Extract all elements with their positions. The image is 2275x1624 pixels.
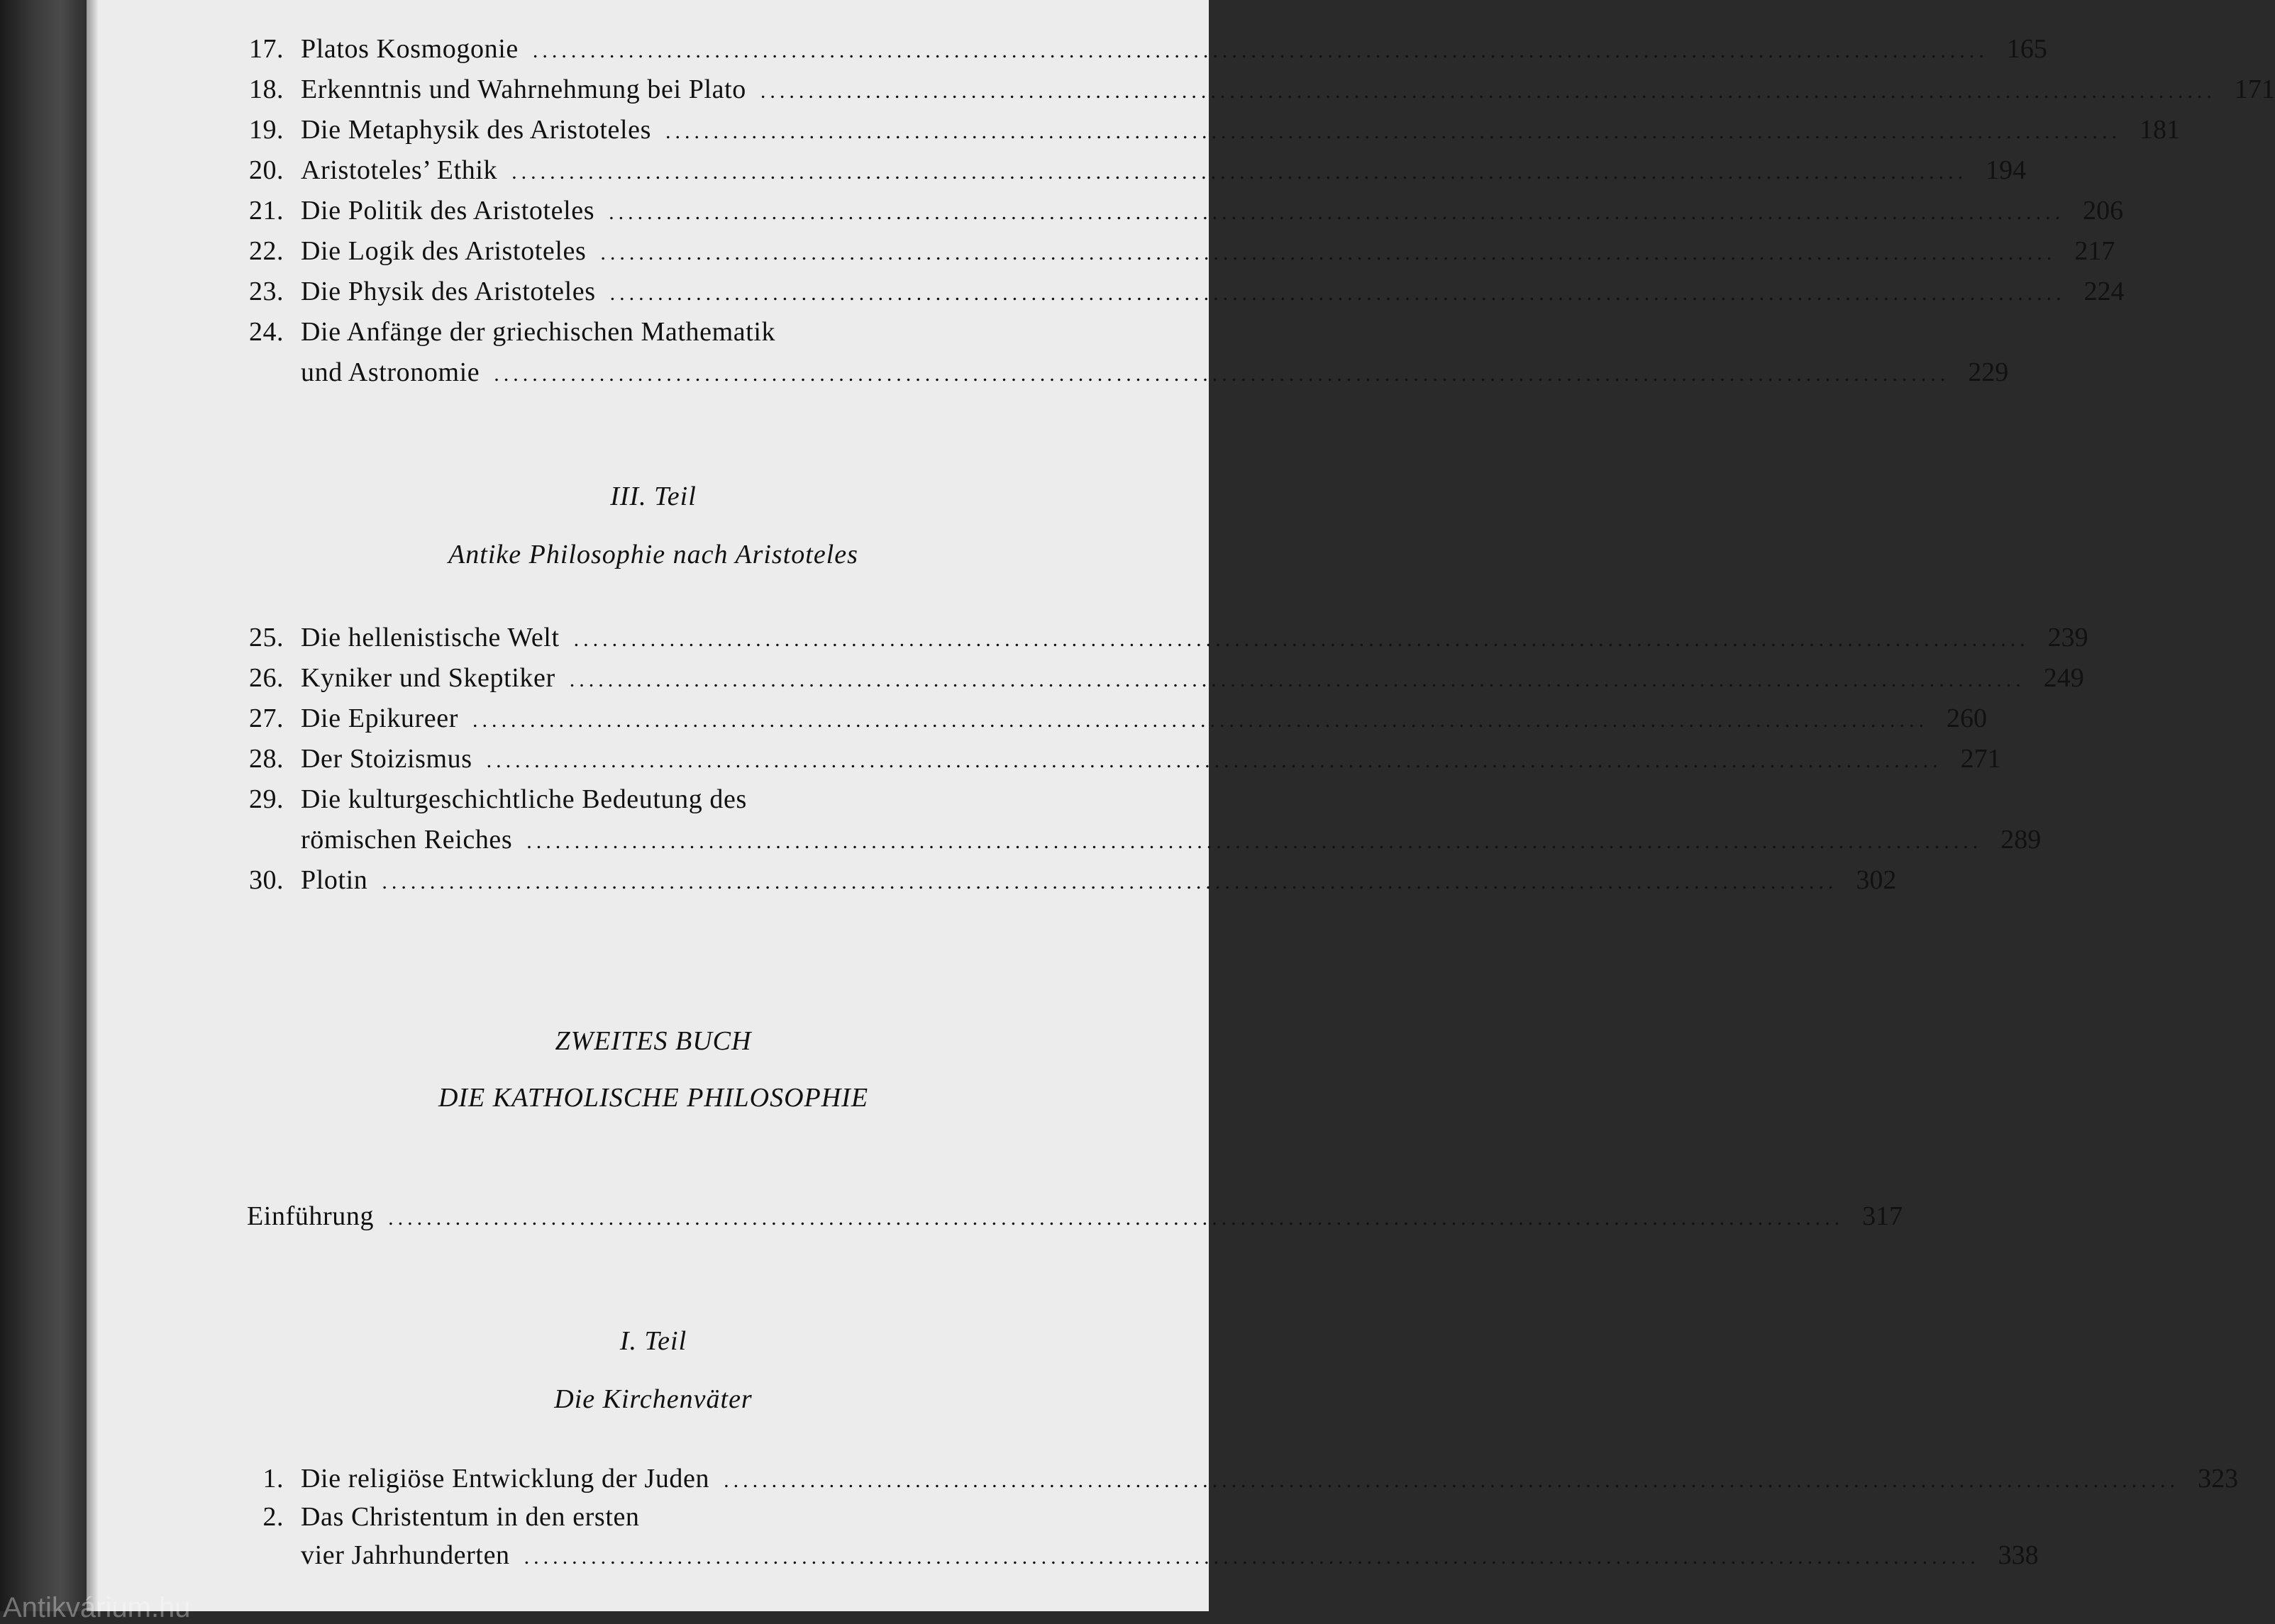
dot-leader: ........................................................................................................................................................ (760, 79, 2216, 103)
entry-number: 17. (249, 34, 284, 64)
entry-number: 1. (262, 1464, 284, 1494)
entry-title: Die Epikureer (301, 703, 458, 733)
entry-page-number: 260 (1946, 703, 1987, 733)
entry-number: 29. (249, 784, 284, 814)
entry-page-number: 338 (1998, 1540, 2039, 1570)
entry-page-number: 181 (2139, 115, 2180, 145)
toc-entry (98, 660, 2084, 696)
entry-page-number: 302 (1856, 865, 1897, 895)
part-label: III. Teil (610, 482, 697, 511)
entry-number: 21. (249, 196, 284, 226)
entry-number: 28. (249, 744, 284, 774)
entry-number: 25. (249, 623, 284, 652)
toc-entry (98, 152, 2027, 188)
entry-page-number: 165 (2006, 34, 2047, 64)
dot-leader: ........................................................................................................................................................ (609, 201, 2065, 224)
toc-entry (98, 701, 1987, 736)
entry-page-number: 239 (2047, 623, 2088, 652)
book-label: ZWEITES BUCH (555, 1026, 752, 1056)
entry-title-line-1: Die Anfänge der griechischen Mathematik (301, 317, 776, 347)
entry-number: 22. (249, 236, 284, 266)
entry-page-number: 289 (2000, 825, 2042, 855)
entry-page-number: 171 (2234, 74, 2275, 104)
entry-page-number: 249 (2043, 663, 2084, 693)
entry-title-line-2: römischen Reiches (301, 825, 513, 855)
toc-entry-second-line (98, 1537, 2039, 1573)
part-subtitle: Antike Philosophie nach Aristoteles (448, 540, 858, 569)
entry-title-line-1: Das Christentum in den ersten (301, 1502, 640, 1532)
toc-entry-first-line (98, 314, 1209, 350)
entry-page-number: 217 (2074, 236, 2115, 266)
entry-title: Die Metaphysik des Aristoteles (301, 115, 651, 145)
dot-leader: ........................................................................................................................................................ (486, 749, 1942, 772)
entry-page-number: 194 (1986, 155, 2027, 185)
dot-leader: ........................................................................................................................................................ (511, 160, 1968, 184)
entry-title: Platos Kosmogonie (301, 34, 519, 64)
dot-leader: ........................................................................................................................................................ (665, 120, 2121, 143)
dot-leader: ........................................................................................................................................................ (573, 628, 2030, 651)
entry-title: Einführung (247, 1201, 375, 1231)
entry-title-line-1: Die kulturgeschichtliche Bedeutung des (301, 784, 747, 814)
entry-title: Kyniker und Skeptiker (301, 663, 555, 693)
entry-number: 23. (249, 277, 284, 306)
entry-number: 20. (249, 155, 284, 185)
entry-page-number: 206 (2083, 196, 2124, 226)
entry-number: 24. (249, 317, 284, 347)
dot-leader: ........................................................................................................................................................ (382, 870, 1838, 894)
toc-entry (98, 620, 2088, 655)
dot-leader: ........................................................................................................................................................ (724, 1469, 2180, 1492)
dot-leader: ........................................................................................................................................................ (388, 1206, 1844, 1230)
toc-entry (98, 31, 2047, 67)
toc-entry-first-line (98, 782, 1209, 817)
entry-title-line-2: und Astronomie (301, 357, 480, 387)
toc-entry-first-line (98, 1499, 1209, 1535)
dot-leader: ........................................................................................................................................................ (569, 668, 2025, 691)
entry-page-number: 229 (1968, 357, 2009, 387)
toc-entry (98, 741, 2001, 777)
book-title: DIE KATHOLISCHE PHILOSOPHIE (438, 1083, 869, 1113)
dot-leader: ........................................................................................................................................................ (526, 830, 1983, 853)
entry-number: 18. (249, 74, 284, 104)
entry-title: Die Politik des Aristoteles (301, 196, 595, 226)
part-subtitle: Die Kirchenväter (554, 1384, 753, 1414)
entry-number: 2. (262, 1502, 284, 1532)
toc-entry (98, 72, 2275, 107)
book-spine-shadow (0, 0, 87, 1611)
toc-entry (98, 862, 1897, 898)
entry-title-line-2: vier Jahrhunderten (301, 1540, 510, 1570)
watermark: Antikvárium.hu (3, 1592, 191, 1623)
toc-entry-second-line (98, 355, 2009, 390)
entry-page-number: 271 (1960, 744, 2001, 774)
toc-entry-second-line (98, 822, 2042, 857)
entry-title: Die Logik des Aristoteles (301, 236, 587, 266)
dot-leader: ........................................................................................................................................................ (609, 282, 2066, 305)
entry-page-number: 317 (1862, 1201, 1903, 1231)
toc-entry (98, 112, 2180, 148)
entry-title: Der Stoizismus (301, 744, 472, 774)
page-edge (87, 0, 98, 1611)
part-label: I. Teil (619, 1326, 687, 1356)
entry-page-number: 323 (2198, 1464, 2239, 1494)
entry-title: Erkenntnis und Wahrnehmung bei Plato (301, 74, 746, 104)
entry-number: 19. (249, 115, 284, 145)
entry-title: Die Physik des Aristoteles (301, 277, 596, 306)
dot-leader: ........................................................................................................................................................ (524, 1545, 1980, 1569)
dot-leader: ........................................................................................................................................................ (472, 708, 1928, 732)
entry-title: Plotin (301, 865, 368, 895)
dot-leader: ........................................................................................................................................................ (600, 241, 2057, 265)
toc-entry (98, 233, 2115, 269)
entry-title: Die hellenistische Welt (301, 623, 560, 652)
toc-entry (98, 274, 2125, 309)
entry-number: 27. (249, 703, 284, 733)
dot-leader: ........................................................................................................................................................ (494, 362, 1950, 386)
toc-entry-introduction (98, 1198, 1903, 1234)
toc-entry (98, 1461, 2239, 1496)
entry-title: Aristoteles’ Ethik (301, 155, 498, 185)
entry-page-number: 224 (2083, 277, 2125, 306)
dot-leader: ........................................................................................................................................................ (532, 39, 1988, 62)
table-of-contents-page (98, 0, 2275, 1611)
entry-title: Die religiöse Entwicklung der Juden (301, 1464, 710, 1494)
toc-entry (98, 193, 2124, 228)
entry-number: 26. (249, 663, 284, 693)
entry-number: 30. (249, 865, 284, 895)
